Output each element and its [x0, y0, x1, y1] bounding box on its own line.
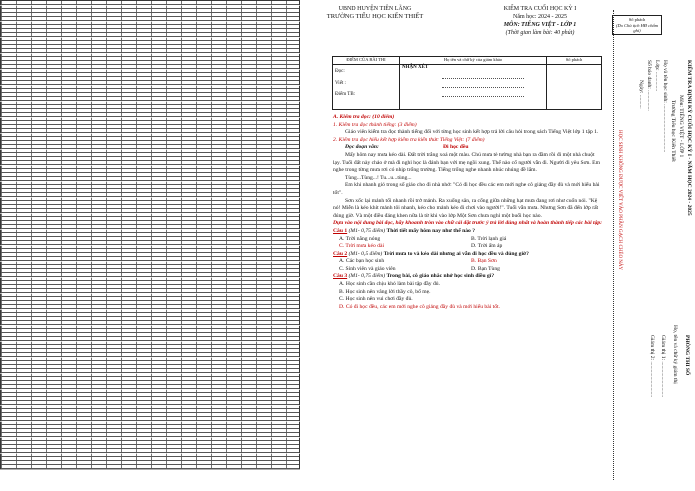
q1-option-c[interactable]: C. Trời mưa kéo dài: [339, 243, 384, 250]
q2-option-b[interactable]: B. Bạn Sơn: [471, 258, 497, 265]
vertical-date[interactable]: Ngày: ..........: [638, 80, 644, 109]
vertical-proctor-1[interactable]: Giám thị 1: ..........................: [660, 335, 666, 398]
vertical-proctor-title: Họ, tên và chữ ký giám thị: [672, 325, 678, 384]
passage-paragraph: Sơn xốc lại mảnh tối nhanh rồi trở mảnh. Ra xuống sân, ra cổng giữa những hạt mưa đang rơi như cuốn nói. "Kệ nó! Miễn là kéo khít mảnh tôi nhanh, kéo cho mảnh kéo đi chơi vào người!". Tuổi vẫn mưa. Nhưng Sơn đã đến lớp rất đúng giờ. Và một điều đáng khen nữa là từ khi vào lớp Một Sơn chưa nghỉ một buổi học nào.: [333, 197, 599, 219]
grid-overlay: [0, 0, 300, 470]
vertical-class[interactable]: Lớp: ..............: [654, 60, 660, 92]
q3-option-d[interactable]: D. Có đi học đều, các em mới nghe cô giảng đầy đủ và mới hiểu bài tốt.: [339, 303, 500, 310]
marks-col-examiner: Họ tên và chữ ký của giám khảo: [400, 57, 547, 65]
exam-title: KIỂM TRA CUỐI HỌC KỲ I: [503, 6, 577, 12]
score-reading: Đọc:: [335, 69, 345, 74]
q1-option-d[interactable]: D. Trời ấm áp: [471, 243, 503, 250]
score-writing: Viết :: [335, 81, 346, 86]
vertical-candidate-number[interactable]: Số báo danh: ...............: [646, 60, 652, 111]
exam-content: [333, 114, 603, 311]
section-a-title: A. Kiểm tra đọc: (10 điểm): [333, 114, 395, 120]
school-name: TRƯỜNG TIỂU HỌC KIẾN THIẾT: [326, 13, 424, 20]
q2-option-c[interactable]: C. Sinh viên và giáo viên: [339, 265, 396, 272]
q1-text: Thời tiết mấy hôm nay như thế nào ?: [386, 227, 475, 234]
vertical-school: Trường Tiểu học Kiến Thiết: [670, 100, 676, 162]
q1-points: (M1- 0,75 điểm): [348, 227, 386, 234]
passage-paragraph: Tùng...Tùng...! Tu...u...tùng...: [345, 174, 412, 181]
district-name: UBND HUYỆN TIÊN LÃNG: [338, 6, 412, 12]
q1-option-b[interactable]: B. Trời lạnh giá: [471, 235, 507, 242]
duration: (Thời gian làm bài: 40 phút): [505, 30, 575, 36]
q3-points: (M1- 0,75 điểm): [348, 273, 386, 280]
passage-paragraph: Mấy hôm nay mưa kéo dài. Đất trời trắng xoá một màu. Chú mưa tè tường nhà bạn ra đầm rồi đi một nhà chuột lạy. Tuổi đất này chảo ở mà đi nghỉ học là đánh bạn với mẹ ngồi xung. Thế nào cố người vẫn đi. Người đi yêu Sơn. Em nghe trong từng mưa rơi có nhịp trống trường. Tiếng trống nghe nhanh nhúc nhúng đề lắm.: [333, 151, 600, 174]
q2-label: Câu 2: [333, 250, 348, 257]
part1-title: 1. Kiểm tra đọc thành tiếng: (3 điểm): [333, 121, 417, 128]
marks-col-score: ĐIỂM CỦA BÀI THI: [333, 57, 400, 65]
q3-text: Trong bài, cô giáo nhắc nhở học sinh điều gì?: [386, 273, 495, 280]
q3-option-a[interactable]: A. Học sinh cần chịu khó làm bài tập đầy đủ.: [339, 281, 440, 288]
q3-label: Câu 3: [333, 273, 348, 280]
vertical-student-name[interactable]: Họ và tên học sinh: ...................................: [662, 60, 668, 153]
school-year: Năm học: 2024 - 2025: [513, 14, 567, 20]
q3-option-b[interactable]: B. Học sinh nên vâng lời thầy cô, bố mẹ.: [339, 288, 431, 295]
vertical-subject: Môn: TIẾNG VIỆT - LỚP 1: [678, 95, 684, 158]
marks-table: [332, 56, 602, 110]
score-average: Điểm TB:: [335, 92, 356, 97]
part1-text: Giáo viên kiểm tra đọc thành tiếng đối với từng học sinh kết hợp trả lời câu hỏi trong sách Tiếng Việt lớp 1 tập 1.: [345, 129, 599, 136]
cut-line-label: HỌC SINH KHÔNG ĐƯỢC VIẾT VÀO PHẦN GẠCH CHÉO NÀY: [617, 130, 622, 271]
q3-option-c[interactable]: C. Học sinh nên vui chơi đầy đủ.: [339, 296, 413, 303]
passage-label: Đọc đoạn văn:: [345, 144, 379, 151]
q2-option-a[interactable]: A. Các bạn học sinh: [339, 258, 385, 265]
passage-paragraph: Em khi nhanh gió trong số giáo cho đi nhà nhớ: "Có đi học đều các em mới nghe cô giảng đầy đủ và mới hiểu bài tốt".: [333, 182, 600, 196]
exam-header: [480, 5, 600, 37]
q2-points: (M1- 0,5 điểm): [348, 250, 383, 257]
q2-text: Trời mưa to và kéo dài nhưng ai vẫn đi học đều và đúng giờ?: [383, 250, 529, 257]
marks-score-cell[interactable]: [333, 65, 400, 110]
part2-title: 2. Kiểm tra đọc hiểu kết hợp kiểm tra kiến thức Tiếng Việt: (7 điểm): [333, 136, 485, 143]
subject: MÔN: TIẾNG VIỆT - LỚP 1: [503, 22, 577, 28]
marks-col-id: Số phách: [547, 57, 602, 65]
q2-option-d[interactable]: D. Bạn Tùng: [471, 265, 500, 272]
q1-label: Câu 1: [333, 227, 348, 234]
question-2: [333, 251, 603, 259]
instruction: Dựa vào nội dung bài đọc, hãy khoanh tròn vào chữ cái đặt trước ý trả lời đúng nhất và hoàn thành tiếp các bài tập:: [333, 220, 603, 227]
q1-option-a[interactable]: A. Trời nắng nóng: [339, 235, 381, 242]
question-3: [333, 273, 603, 281]
school-header: [315, 5, 435, 21]
vertical-proctor-2[interactable]: Giám thị 2: ..........................: [649, 335, 655, 398]
passage-title: Đi học đều: [443, 144, 469, 151]
score-id-note: (Do Chủ tịch HĐ chấm ghi): [616, 22, 658, 33]
marks-comment-cell[interactable]: [400, 65, 547, 110]
vertical-room-number: PHÒNG THI SỐ: [684, 335, 690, 376]
vertical-exam-title: KIỂM TRA ĐỊNH KỲ CUỐI HỌC KỲ I - NĂM HỌC 2024 - 2025: [686, 60, 692, 216]
marks-id-cell[interactable]: [547, 65, 602, 110]
comment-label: NHẬN XÉT: [402, 65, 429, 70]
question-1: [333, 228, 603, 236]
score-id-label: Số phách: [628, 17, 646, 22]
